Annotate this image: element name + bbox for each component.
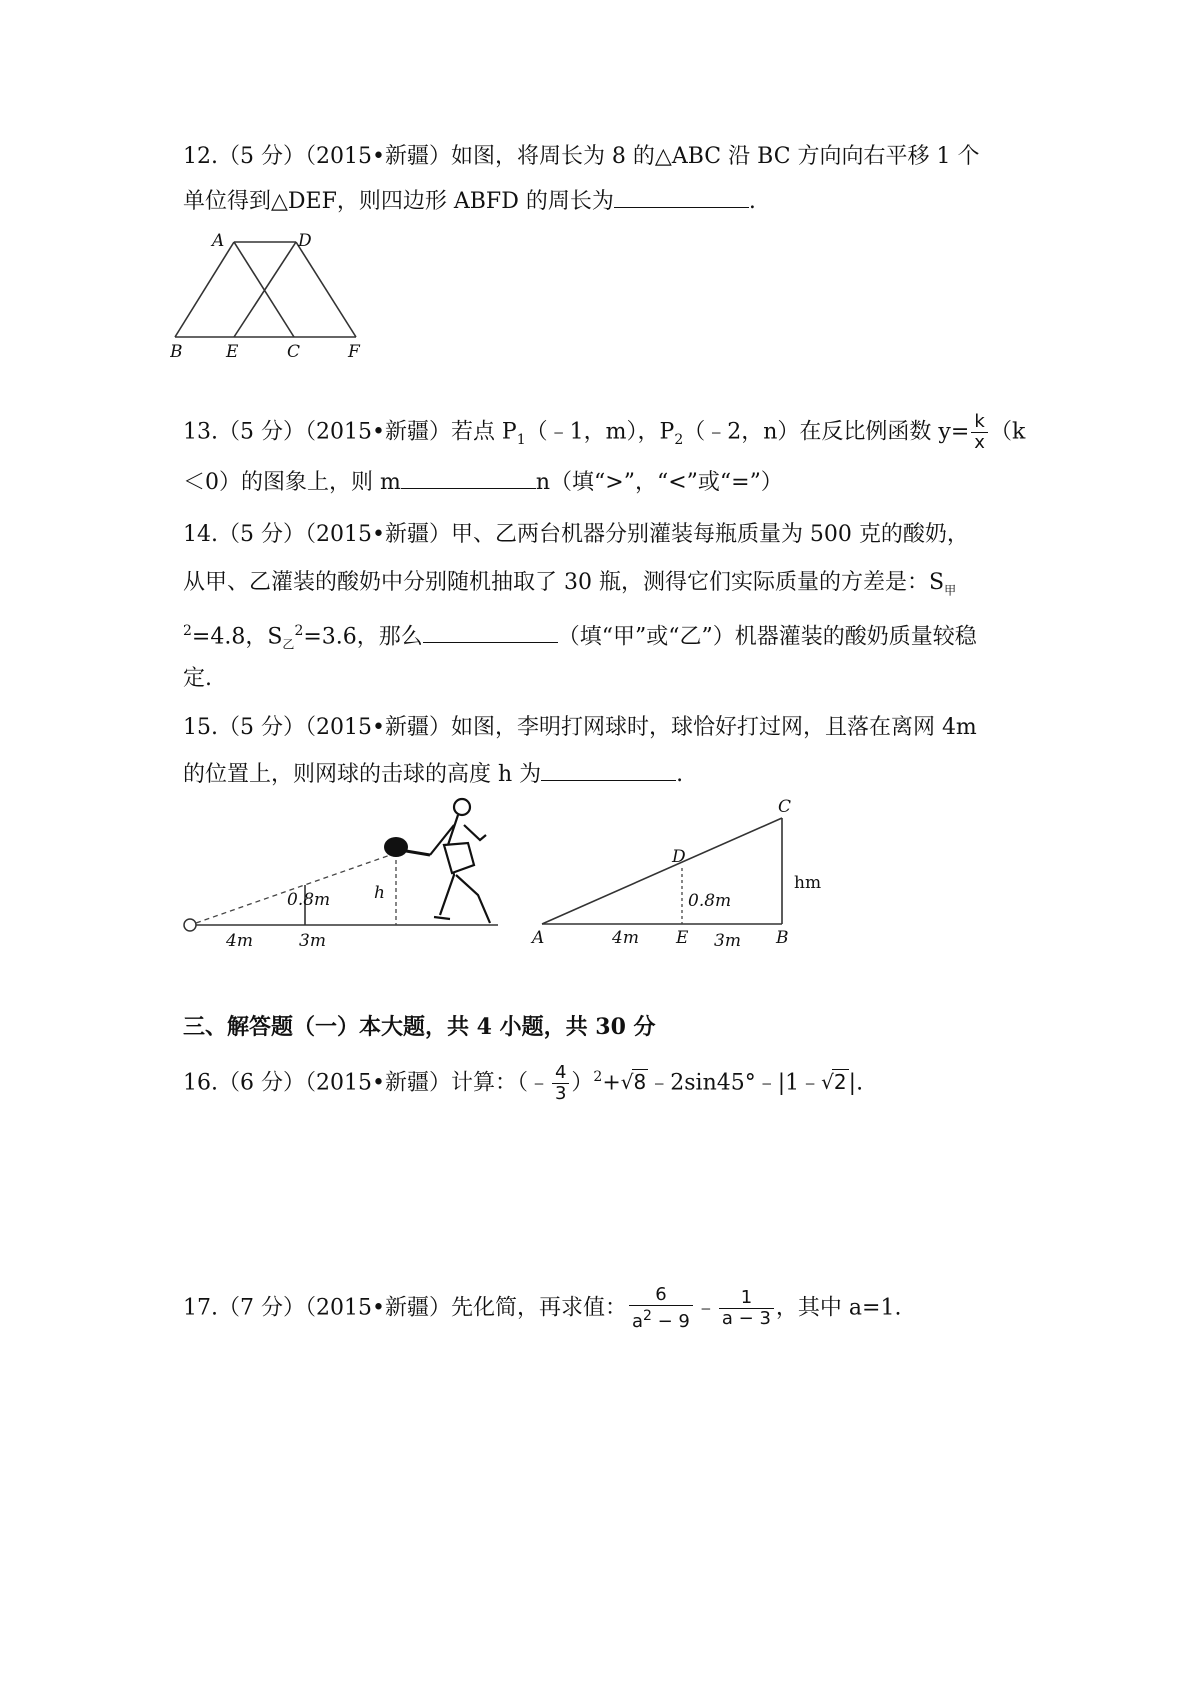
q14-text-4: （填“甲”或“乙”）机器灌装的酸奶质量较稳 [557,624,977,650]
q17-line [183,1285,901,1332]
q12-label-e: E [226,342,239,360]
q14-text-1: 从甲、乙灌装的酸奶中分别随机抽取了 30 瓶，测得它们实际质量的方差是：S [183,570,945,595]
q13-text-3: （﹣2，n）在反比例函数 y= [683,419,970,445]
q17-minus: ﹣ [694,1295,717,1321]
q17-text-1: 17.（7 分）（2015•新疆）先化简，再求值： [183,1295,627,1321]
q12-label-a: A [212,231,225,251]
q15-edge-ac [542,818,782,924]
q17-fraction-1 [629,1285,693,1332]
q16-frac-num: 4 [552,1063,569,1084]
q12-figure [170,225,380,360]
q17-frac1-den [629,1306,693,1332]
q14-answer-blank[interactable] [423,622,558,643]
q15-left-d2-label: 3m [299,931,326,951]
q16-frac-den: 3 [554,1082,567,1104]
q16-sqrt-2: √2 [821,1070,847,1095]
q14-text-2: =4.8，S [191,624,283,650]
q13-text-6: n（填“>”，“<”或“=”） [535,470,783,495]
q16-plus: + [602,1070,621,1096]
q12-label-f: F [348,342,360,360]
q12-edge-ab [175,242,234,337]
q15-text: 的位置上，则网球的击球的高度 h 为 [183,762,542,787]
q15-right-net-label: 0.8m [688,891,732,911]
q16-text-2: ） [571,1070,594,1096]
q13-sub-2: 2 [674,431,684,448]
q15-figure-triangle [522,790,822,955]
q15-label-a: A [532,928,545,948]
q12-text: 单位得到△DEF，则四边形 ABFD 的周长为 [183,189,614,214]
q13-text-1: 13.（5 分）（2015•新疆）若点 P [183,419,517,445]
q17-frac1-den-a: a [631,1311,643,1332]
q17-frac1-den-b: − 9 [651,1311,690,1332]
q16-fraction [552,1063,569,1104]
q15-left-h-label: h [374,883,385,903]
q15-label-d: D [672,847,686,867]
q15-label-b: B [776,928,789,948]
q14-text-3: =3.6，那么 [303,624,423,650]
q15-figure-tennis [178,795,518,955]
q13-line1 [183,412,1025,455]
q12-line2 [183,187,756,217]
q12-end: . [748,189,756,214]
q12-line1: 12.（5 分）（2015•新疆）如图，将周长为 8 的△ABC 沿 BC 方向向右平移 1 个 [183,144,980,169]
q12-edge-df [296,242,356,337]
q14-line4: 定. [183,666,212,691]
q15-label-e: E [676,928,689,948]
q14-sup-1: 2 [183,623,192,639]
q16-sqrt-8: √8 [620,1070,647,1095]
q12-label-b: B [170,342,183,360]
q17-frac2-num: 1 [719,1288,774,1309]
q15-line1: 15.（5 分）（2015•新疆）如图，李明打网球时，球恰好打过网，且落在离网 4m [183,715,977,740]
q14-sub-jia: 甲 [944,583,957,598]
q16-text-3: ﹣2sin45°﹣|1﹣ [648,1070,822,1096]
q14-line1: 14.（5 分）（2015•新疆）甲、乙两台机器分别灌装每瓶质量为 500 克的酸奶， [183,522,969,547]
q13-sub-1: 1 [516,431,526,448]
q16-sqrt-8-radicand: 8 [633,1070,647,1095]
q17-frac1-den-sup: 2 [642,1308,652,1324]
q16-text-4: |. [848,1070,864,1096]
q13-text-2: （﹣1，m），P [525,419,675,445]
q13-frac-num: k [971,412,988,433]
player-icon [430,799,490,923]
ball-landing-icon [184,919,196,931]
q15-label-c: C [778,797,792,817]
q17-frac1-num: 6 [629,1285,693,1306]
q15-right-d2-label: 3m [714,931,741,951]
q13-text-4: （k [989,419,1026,445]
ball-trajectory [196,853,396,923]
q16-sqrt-2-radicand: 2 [833,1070,847,1095]
q12-label-c: C [287,342,301,360]
racket-icon [384,837,408,857]
q13-text-5: ＜0）的图象上，则 m [183,470,401,495]
q14-line2 [183,568,956,605]
q13-line2 [183,468,783,498]
section-3-heading: 三、解答题（一）本大题，共 4 小题，共 30 分 [183,1014,656,1040]
q15-answer-blank[interactable] [541,760,676,781]
q16-line [183,1062,863,1104]
q15-left-d1-label: 4m [226,931,253,951]
q14-sup-2: 2 [294,623,304,639]
q15-right-h-label: hm [794,873,822,893]
q15-left-net-label: 0.8m [287,890,331,910]
q15-line2 [183,760,683,790]
q13-fraction [971,412,988,453]
q17-frac2-den: a − 3 [721,1308,771,1329]
q14-sub-yi: 乙 [282,637,295,652]
q17-text-2: ，其中 a=1. [775,1295,902,1321]
q15-right-d1-label: 4m [612,928,639,948]
q16-sup: 2 [593,1069,603,1085]
q12-answer-blank[interactable] [614,187,749,208]
q14-line3 [183,616,977,660]
q12-label-d: D [298,231,312,251]
q17-fraction-2 [719,1288,774,1329]
q13-frac-den: x [974,432,985,453]
q15-end: . [676,762,684,787]
q16-text-1: 16.（6 分）（2015•新疆）计算：（﹣ [183,1070,550,1096]
q13-answer-blank[interactable] [401,468,536,489]
